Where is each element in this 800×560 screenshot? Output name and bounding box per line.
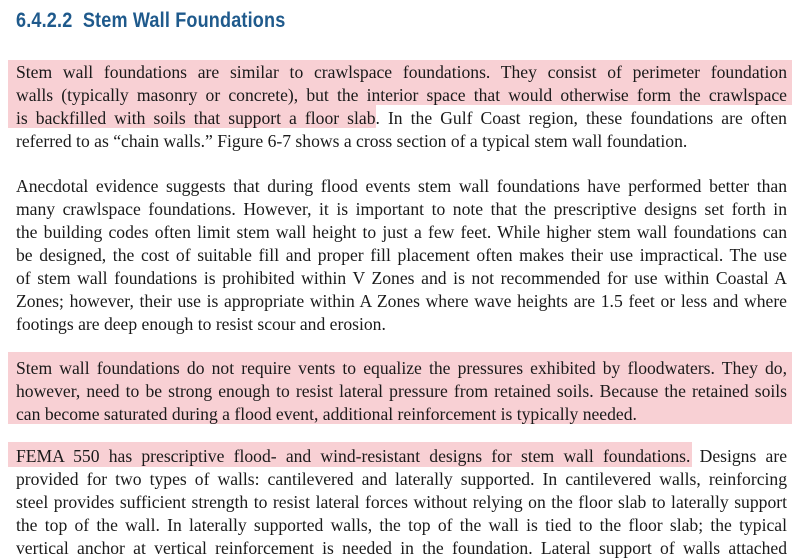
text-line xyxy=(16,445,787,468)
section-title: Stem Wall Foundations xyxy=(82,9,286,32)
text-segment: Designs are xyxy=(690,446,787,466)
text-line: Stem wall foundations do not require vents to equalize the pressures exhibited by floodwaters. They do, xyxy=(16,358,787,378)
highlighted-text: FEMA 550 has prescriptive flood- and wind-resistant designs for stem wall foundations. xyxy=(16,446,691,466)
highlighted-text: is backfilled with soils that support a floor slab. xyxy=(16,108,380,128)
text-line: of stem wall foundations is prohibited within V Zones and is not recommended for use within Coastal A xyxy=(16,268,787,288)
text-line: the building codes often limit stem wall height to just a few feet. While higher stem wall foundations can xyxy=(16,222,787,242)
text-line: the top of the wall. In laterally supported walls, the top of the wall is tied to the floor slab; the typical xyxy=(16,515,787,535)
text-line: however, need to be strong enough to resist lateral pressure from retained soils. Because the retained soils xyxy=(16,381,787,401)
text-line xyxy=(16,107,787,130)
text-line: Anecdotal evidence suggests that during flood events stem wall foundations have performed better than xyxy=(16,176,787,196)
text-segment: In the Gulf Coast region, these foundations are often xyxy=(379,108,787,128)
text-line: walls (typically masonry or concrete), but the interior space that would otherwise form the crawlspace xyxy=(16,85,787,105)
text-line: referred to as “chain walls.” Figure 6-7 shows a cross section of a typical stem wall foundation. xyxy=(16,131,688,151)
text-line: be designed, the cost of suitable fill and proper fill placement often makes their use impractical. The use xyxy=(16,245,787,265)
text-line: Zones; however, their use is appropriate within A Zones where wave heights are 1.5 feet or less and where xyxy=(16,291,787,311)
text-line: footings are deep enough to resist scour and erosion. xyxy=(16,314,386,334)
text-line: vertical anchor at vertical reinforcement is needed in the foundation. Lateral support of walls attached xyxy=(16,538,787,558)
text-line: steel provides sufficient strength to resist lateral forces without relying on the floor slab to laterally support xyxy=(16,492,787,512)
section-heading xyxy=(16,9,285,33)
text-line: many crawlspace foundations. However, it is important to note that the prescriptive designs set forth in xyxy=(16,199,787,219)
text-line: can become saturated during a flood event, additional reinforcement is typically needed. xyxy=(16,404,637,424)
text-line: provided for two types of walls: cantilevered and laterally supported. In cantilevered walls, reinforcing xyxy=(16,469,787,489)
text-line: Stem wall foundations are similar to crawlspace foundations. They consist of perimeter foundation xyxy=(16,62,787,82)
section-number: 6.4.2.2 xyxy=(16,9,73,32)
